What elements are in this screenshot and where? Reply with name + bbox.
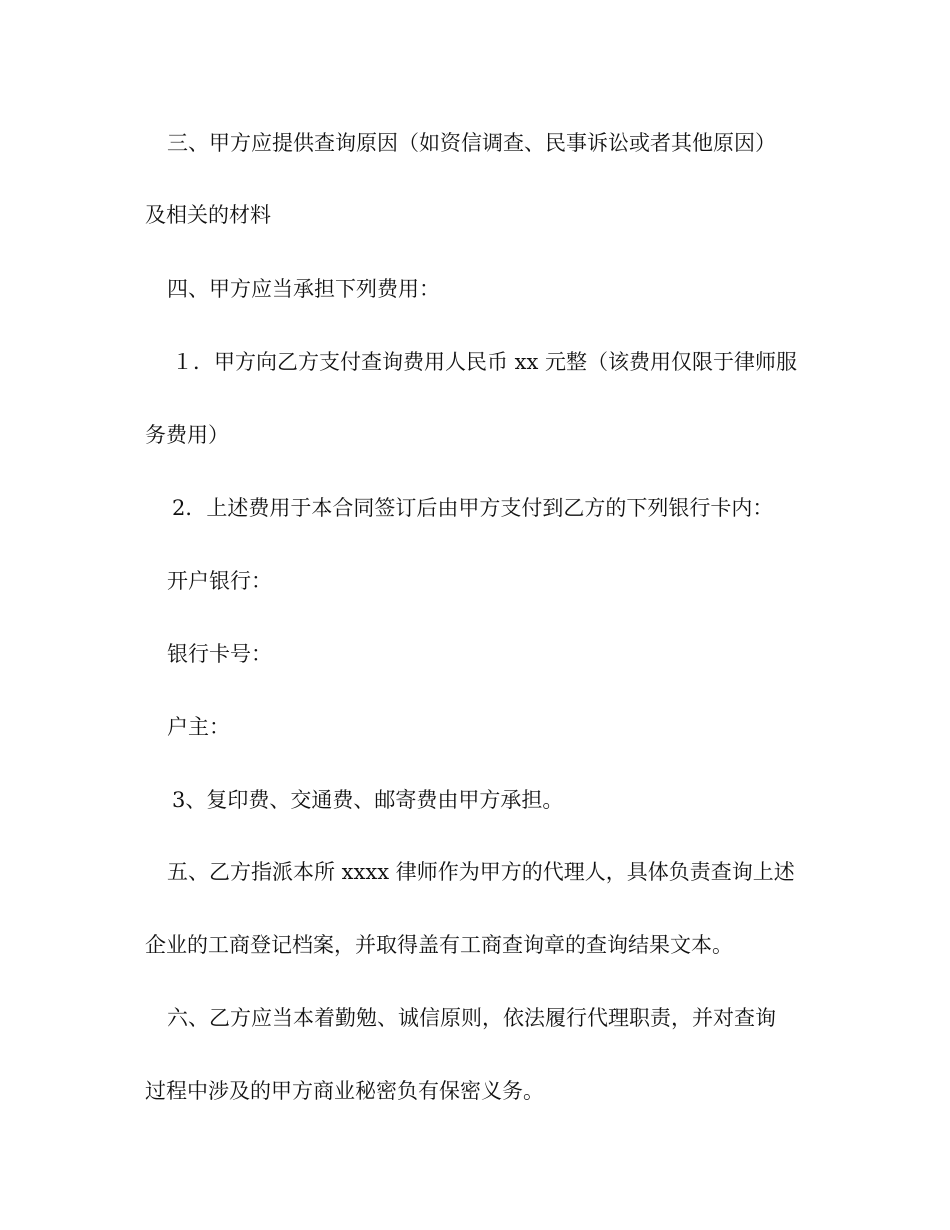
account-holder-field: 户主： [167, 715, 230, 739]
clause-4-item-1-line-2: 务费用） [145, 423, 229, 447]
clause-4-heading: 四、甲方应当承担下列费用： [167, 277, 440, 301]
clause-6-line-2: 过程中涉及的甲方商业秘密负有保密义务。 [145, 1079, 544, 1103]
clause-4-item-2: 2．上述费用于本合同签订后由甲方支付到乙方的下列银行卡内： [172, 496, 774, 520]
clause-3-line-2: 及相关的材料 [145, 203, 271, 227]
clause-4-item-1-line-1: １．甲方向乙方支付查询费用人民币 xx 元整（该费用仅限于律师服 [172, 350, 798, 374]
clause-5-line-1: 五、乙方指派本所 xxxx 律师作为甲方的代理人，具体负责查询上述 [167, 860, 795, 884]
bank-name-field: 开户银行： [167, 569, 272, 593]
bank-card-number-field: 银行卡号： [167, 642, 272, 666]
clause-5-line-2: 企业的工商登记档案，并取得盖有工商查询章的查询结果文本。 [145, 933, 733, 957]
clause-6-line-1: 六、乙方应当本着勤勉、诚信原则，依法履行代理职责，并对查询 [167, 1006, 776, 1030]
clause-3-line-1: 三、甲方应提供查询原因（如资信调查、民事诉讼或者其他原因） [167, 131, 776, 155]
clause-4-item-3: 3、复印费、交通费、邮寄费由甲方承担。 [172, 788, 564, 812]
